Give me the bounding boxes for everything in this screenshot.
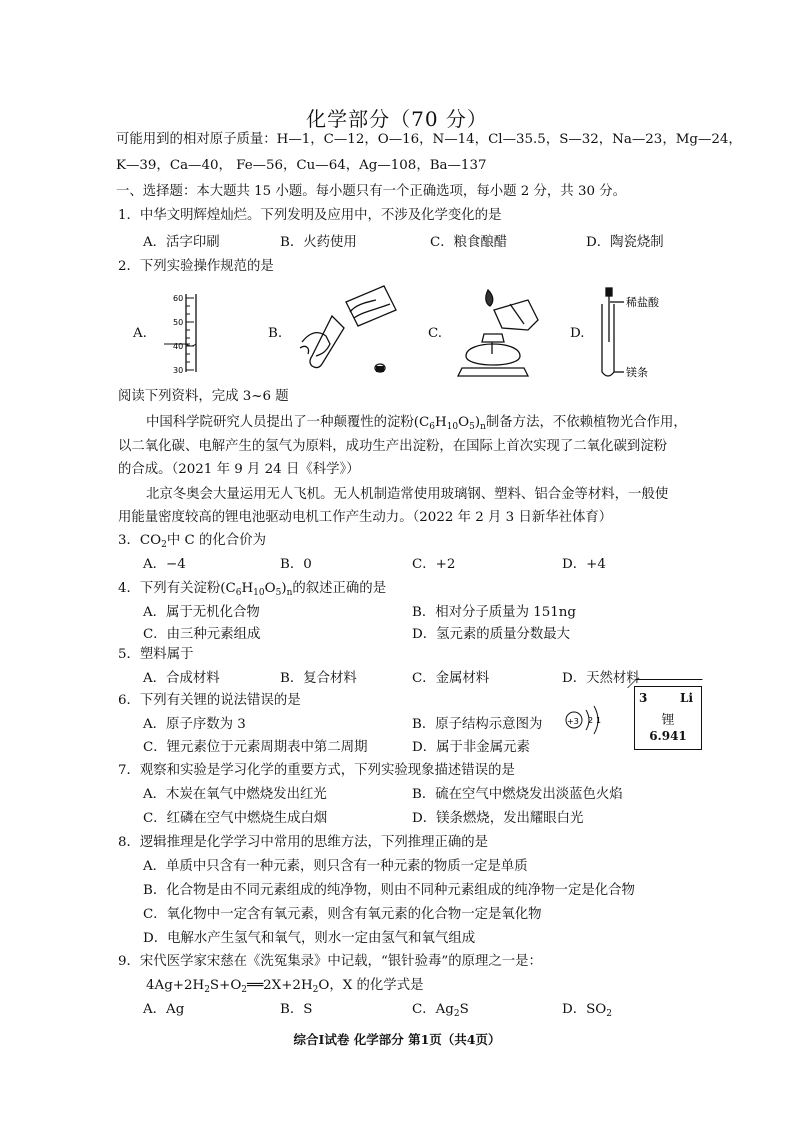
q6-option-b: B．原子结构示意图为: [412, 717, 543, 732]
question-3-stem: 3．$CO_2$中 C 的化合价为: [118, 533, 266, 550]
q9-option-a: A．Ag: [143, 1002, 185, 1017]
lithium-atom-structure-diagram: [562, 702, 612, 738]
shell-1-electrons: 2: [588, 716, 594, 725]
q8-option-b: B．化合物是由不同元素组成的纯净物，则由不同种元素组成的纯净物一定是化合物: [143, 883, 635, 898]
atomic-number: 3: [639, 691, 648, 705]
passage-2-line-2: 用能量密度较高的锂电池驱动电机工作产生动力。（2022 年 2 月 3 日新华社体育）: [118, 510, 613, 525]
q1-option-d: D．陶瓷烧制: [586, 235, 664, 250]
q1-option-b: B．火药使用: [280, 235, 357, 250]
q5-option-b: B．复合材料: [280, 671, 357, 686]
test-tube-figure: [592, 282, 692, 382]
passage-1-line-2: 以二氧化碳、电解产生的氢气为原料，成功生产出淀粉，在国际上首次实现了二氧化碳到淀粉: [118, 439, 668, 454]
q5-option-c: C．金属材料: [412, 671, 490, 686]
question-6-stem: 6．下列有关锂的说法错误的是: [118, 693, 301, 708]
magnesium-label: 镁条: [626, 366, 648, 379]
pouring-liquid-figure: [296, 282, 400, 378]
q8-option-a: A．单质中只含有一种元素，则只含有一种元素的物质一定是单质: [143, 859, 528, 874]
q3-option-a: A．−4: [143, 557, 186, 572]
question-4-stem: 4．下列有关淀粉$(C_6H_{10}O_5)_n$的叙述正确的是: [118, 581, 387, 598]
section-heading: 一、选择题：本大题共 15 小题。每小题只有一个正确选项，每小题 2 分，共 30 分。: [116, 184, 627, 199]
q7-option-b: B．硫在空气中燃烧发出淡蓝色火焰: [412, 787, 623, 802]
q4-option-b: B．相对分子质量为 151ng: [412, 605, 576, 620]
passage-2-line-1: 北京冬奥会大量运用无人飞机。无人机制造常使用玻璃钢、塑料、铝合金等材料，一般使: [146, 487, 669, 502]
q5-option-a: A．合成材料: [143, 671, 220, 686]
q4-option-c: C．由三种元素组成: [143, 627, 261, 642]
q1-option-c: C．粮食酿醋: [430, 235, 508, 250]
q2-label-d: D.: [570, 326, 585, 341]
question-8-stem: 8．逻辑推理是化学学习中常用的思维方法，下列推理正确的是: [118, 835, 489, 850]
cylinder-tick-30: 30: [173, 366, 184, 375]
cylinder-tick-50: 50: [173, 318, 184, 327]
q9-option-b: B．S: [280, 1002, 313, 1017]
q3-option-b: B．0: [280, 557, 312, 572]
graduated-cylinder-figure: [160, 290, 200, 376]
q5-option-d: D．天然材料: [562, 671, 640, 686]
q4-option-d: D．氢元素的质量分数最大: [412, 627, 571, 642]
dilute-hcl-label: 稀盐酸: [626, 296, 659, 309]
q6-option-d: D．属于非金属元素: [412, 740, 530, 755]
element-name: 锂: [661, 713, 675, 728]
q7-option-d: D．镁条燃烧，发出耀眼白光: [412, 811, 584, 826]
q6-option-a: A．原子序数为 3: [143, 717, 246, 732]
atomic-mass-line-2: K—39，Ca—40， Fe—56，Cu—64，Ag—108，Ba—137: [116, 158, 487, 173]
q9-equation: $4Ag+2H_2S+O_2══2X+2H_2O$，X 的化学式是: [146, 978, 424, 995]
question-7-stem: 7．观察和实验是学习化学的重要方式，下列实验现象描述错误的是: [118, 763, 515, 778]
page-footer: 综合Ⅰ试卷 化学部分 第1页（共4页）: [293, 1032, 501, 1047]
question-5-stem: 5．塑料属于: [118, 647, 194, 662]
q3-option-c: C．+2: [412, 557, 456, 572]
question-2-stem: 2．下列实验操作规范的是: [118, 259, 274, 274]
q1-option-a: A．活字印刷: [143, 235, 220, 250]
element-symbol: Li: [680, 691, 693, 705]
question-9-stem: 9．宋代医学家宋慈在《洗冤集录》中记载，“银针验毒”的原理之一是：: [118, 954, 542, 969]
q6-option-c: C．锂元素位于元素周期表中第二周期: [143, 740, 368, 755]
nucleus-charge: +3: [567, 717, 579, 726]
q3-option-d: D．+4: [562, 557, 606, 572]
passage-1-line-1: 中国科学院研究人员提出了一种颠覆性的淀粉$(C_6H_{10}O_5)_n$制备方法，不依赖植物光合作用，: [146, 415, 687, 432]
q7-option-c: C．红磷在空气中燃烧生成白烟: [143, 811, 328, 826]
alcohol-lamp-figure: [454, 280, 544, 380]
q2-label-c: C.: [428, 326, 443, 341]
q9-option-c: C．$Ag_2S$: [412, 1002, 469, 1019]
passage-1-line-3: 的合成。（2021 年 9 月 24 日《科学》）: [118, 462, 360, 477]
q2-label-a: A.: [133, 326, 147, 341]
shell-2-electrons: 1: [596, 716, 602, 725]
cylinder-tick-40: 40: [173, 342, 184, 351]
cylinder-tick-60: 60: [173, 294, 184, 303]
reading-intro: 阅读下列资料，完成 3~6 题: [118, 389, 289, 404]
atomic-mass-line-1: 可能用到的相对原子质量：H—1，C—12，O—16，N—14，Cl—35.5，S—32，Na—23，Mg—24，: [116, 132, 742, 147]
atomic-mass: 6.941: [649, 729, 687, 743]
q2-label-b: B.: [268, 326, 283, 341]
q4-option-a: A．属于无机化合物: [143, 605, 260, 620]
periodic-table-tile-lithium: [634, 686, 702, 750]
q8-option-c: C．氧化物中一定含有氧元素，则含有氧元素的化合物一定是氧化物: [143, 907, 542, 922]
q9-option-d: D．$SO_2$: [562, 1002, 613, 1019]
q8-option-d: D．电解水产生氢气和氧气，则水一定由氢气和氧气组成: [143, 931, 476, 946]
page-title: 化学部分（70 分）: [306, 107, 488, 131]
question-1-stem: 1．中华文明辉煌灿烂。下列发明及应用中，不涉及化学变化的是: [118, 208, 502, 223]
q7-option-a: A．木炭在氧气中燃烧发出红光: [143, 787, 327, 802]
